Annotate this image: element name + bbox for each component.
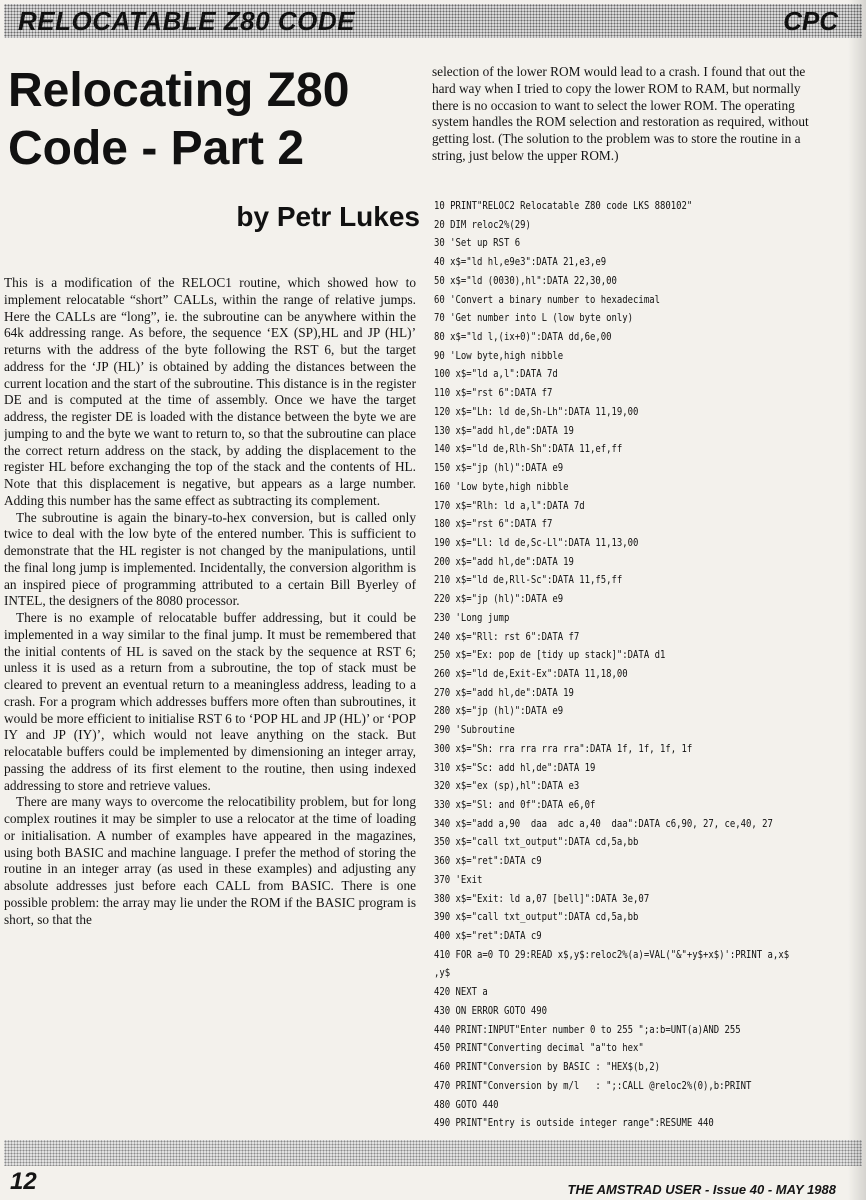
listing-line: 90 'Low byte,high nibble <box>434 349 564 362</box>
listing-line: 300 x$="Sh: rra rra rra rra":DATA 1f, 1f, 1f, 1f <box>434 742 693 755</box>
listing-line: 160 'Low byte,high nibble <box>434 480 569 493</box>
listing-line: 100 x$="ld a,l":DATA 7d <box>434 368 558 381</box>
listing-line: 70 'Get number into L (low byte only) <box>434 312 634 325</box>
listing-line: 30 'Set up RST 6 <box>434 237 521 250</box>
listing-line: 250 x$="Ex: pop de [tidy up stack]":DATA d1 <box>434 649 666 662</box>
listing-line: 320 x$="ex (sp),hl":DATA e3 <box>434 780 580 793</box>
listing-line: 10 PRINT"RELOC2 Relocatable Z80 code LKS 880102" <box>434 200 693 212</box>
article-body-left-column <box>4 275 416 1145</box>
listing-line: 290 'Subroutine <box>434 724 515 737</box>
listing-line: 60 'Convert a binary number to hexadecimal <box>434 293 660 306</box>
listing-line: 20 DIM reloc2%(29) <box>434 218 531 231</box>
listing-line: 110 x$="rst 6":DATA f7 <box>434 387 553 400</box>
listing-line: 450 PRINT"Converting decimal "a"to hex" <box>434 1042 644 1055</box>
listing-line: 260 x$="ld de,Exit-Ex":DATA 11,18,00 <box>434 667 628 680</box>
listing-line: 200 x$="add hl,de":DATA 19 <box>434 555 574 568</box>
listing-line: 430 ON ERROR GOTO 490 <box>434 1004 547 1017</box>
byline: by Petr Lukes <box>236 201 420 232</box>
listing-line: 210 x$="ld de,Rll-Sc":DATA 11,f5,ff <box>434 574 623 587</box>
page-number: 12 <box>10 1168 37 1195</box>
listing-line: 270 x$="add hl,de":DATA 19 <box>434 686 574 699</box>
article-body-continuation: selection of the lower ROM would lead to a crash. I found that out the hard way when I tried to copy the lower ROM to RAM, but normally there is no occasion to want to select the lower ROM. The operating system handles the ROM selection and restoration as required, without getting lost. (The solution to the problem was to store the routine in a string, just below the upper ROM.) <box>432 64 809 163</box>
listing-line: 180 x$="rst 6":DATA f7 <box>434 518 553 531</box>
listing-line: 440 PRINT:INPUT"Enter number 0 to 255 ";a:b=UNT(a)AND 255 <box>434 1023 741 1036</box>
listing-line: 40 x$="ld hl,e9e3":DATA 21,e3,e9 <box>434 256 607 269</box>
body-paragraph: This is a modification of the RELOC1 routine, which showed how to implement relocatable “short” CALLs, within the range of relative jumps. Here the CALLs are “long”, ie. the subroutine can be anywhere within the 64k addressing range. As before, the sequence ‘EX (SP),HL and JP (HL)’ returns with the address of the byte following the RST 6, but the target address for the ‘JP (HL)’ is obtained by adding the distances between the current location and the start of the subroutine. This distance is in the register DE and is computed at the time of assembly. Once we have the target address, the register DE is loaded with the distance between the byte we are jumping to and the byte we want to return to, so that the subroutine can place the correct return address on the stack, by adding the displacement to the register HL before exchanging the top of the stack and the contents of HL. Note that this displacement is negative, but appears as a large number. Adding this number has the same effect as subtracting its complement. <box>4 275 416 508</box>
listing-line: 370 'Exit <box>434 873 483 886</box>
listing-line: 190 x$="Ll: ld de,Sc-Ll":DATA 11,13,00 <box>434 536 639 549</box>
listing-line: 480 GOTO 440 <box>434 1098 499 1111</box>
listing-line: 340 x$="add a,90 daa adc a,40 daa":DATA c6,90, 27, ce,40, 27 <box>434 817 773 830</box>
listing-line: 350 x$="call txt_output":DATA cd,5a,bb <box>434 836 639 849</box>
listing-line: 80 x$="ld l,(ix+0)":DATA dd,6e,00 <box>434 331 612 344</box>
listing-line: 470 PRINT"Conversion by m/l : ";:CALL @reloc2%(0),b:PRINT <box>434 1079 752 1092</box>
section-title: RELOCATABLE Z80 CODE <box>18 6 355 36</box>
listing-line: 410 FOR a=0 TO 29:READ x$,y$:reloc2%(a)=VAL("&"+y$+x$)':PRINT a,x$ <box>434 948 790 961</box>
listing-line: 50 x$="ld (0030),hl":DATA 22,30,00 <box>434 274 617 287</box>
article-title-line-1: Relocating Z80 <box>8 64 350 117</box>
listing-line: 280 x$="jp (hl)":DATA e9 <box>434 705 564 718</box>
listing-line: 140 x$="ld de,Rlh-Sh":DATA 11,ef,ff <box>434 443 623 456</box>
footer-band <box>4 1140 862 1166</box>
listing-line: 150 x$="jp (hl)":DATA e9 <box>434 462 564 475</box>
listing-line: 120 x$="Lh: ld de,Sh-Lh":DATA 11,19,00 <box>434 405 639 418</box>
listing-line: 460 PRINT"Conversion by BASIC : "HEX$(b,2) <box>434 1061 660 1074</box>
listing-line: 390 x$="call txt_output":DATA cd,5a,bb <box>434 911 639 924</box>
body-paragraph: There are many ways to overcome the relocatibility problem, but for long complex routines it may be simpler to use a relocator at the time of loading or initialisation. A number of examples have appeared in the magazines, using both BASIC and machine language. I prefer the method of storing the routine in an integer array (as used in these examples) and adjusting any absolute addresses just before each CALL from BASIC. There is one possible problem: the array may lie under the ROM if the BASIC program is short, so that the <box>4 794 416 927</box>
listing-line: 490 PRINT"Entry is outside integer range":RESUME 440 <box>434 1117 714 1130</box>
magazine-credit: THE AMSTRAD USER - Issue 40 - MAY 1988 <box>567 1182 836 1197</box>
article-title <box>8 62 420 178</box>
listing-line: 330 x$="Sl: and 0f":DATA e6,0f <box>434 799 596 811</box>
listing-line: 380 x$="Exit: ld a,07 [bell]":DATA 3e,07 <box>434 892 650 905</box>
listing-line: 230 'Long jump <box>434 611 510 624</box>
page-spine-shadow <box>848 0 866 1200</box>
listing-line: 360 x$="ret":DATA c9 <box>434 855 542 868</box>
article-title-line-2: Code - Part 2 <box>8 122 305 175</box>
basic-program-listing <box>434 197 806 1133</box>
listing-line: 130 x$="add hl,de":DATA 19 <box>434 424 574 437</box>
listing-line: 420 NEXT a <box>434 986 488 999</box>
platform-tag: CPC <box>783 6 838 36</box>
listing-line: 400 x$="ret":DATA c9 <box>434 930 542 943</box>
listing-line: 240 x$="Rll: rst 6":DATA f7 <box>434 630 580 643</box>
body-paragraph: There is no example of relocatable buffer addressing, but it could be implemented in a way similar to the final jump. It must be remembered that the initial contents of HL is saved on the stack by the sequence at RST 6; unless it is used as a return from a subroutine, the top of stack must be cleared to prevent an eventual return to a meaningless address, leading to a crash. For a program which addresses buffers more often than subroutines, it would be more efficient to initialise RST 6 to ‘POP HL and JP (HL)’ or ‘POP IY and JP (IY)’, which would not leave anything on the stack. But relocatable buffers could be implemented by dimensioning an integer array, passing the address of its first element to the routine, then using indexed addressing to store and retrieve values. <box>4 610 416 793</box>
listing-line: ,y$ <box>434 967 451 980</box>
listing-line: 310 x$="Sc: add hl,de":DATA 19 <box>434 761 596 774</box>
body-paragraph: The subroutine is again the binary-to-hex conversion, but is called only twice to deal with the low byte of the entered number. This is sufficient to demonstrate that the HL register is not changed by the manipulations, until the final long jump is implemented. Incidentally, the conversion algorithm is an inspired piece of programming attributed to a certain Bill Byerley of INTEL, the designers of the 8080 processor. <box>4 509 416 609</box>
listing-line: 170 x$="Rlh: ld a,l":DATA 7d <box>434 499 585 512</box>
listing-line: 220 x$="jp (hl)":DATA e9 <box>434 593 564 606</box>
